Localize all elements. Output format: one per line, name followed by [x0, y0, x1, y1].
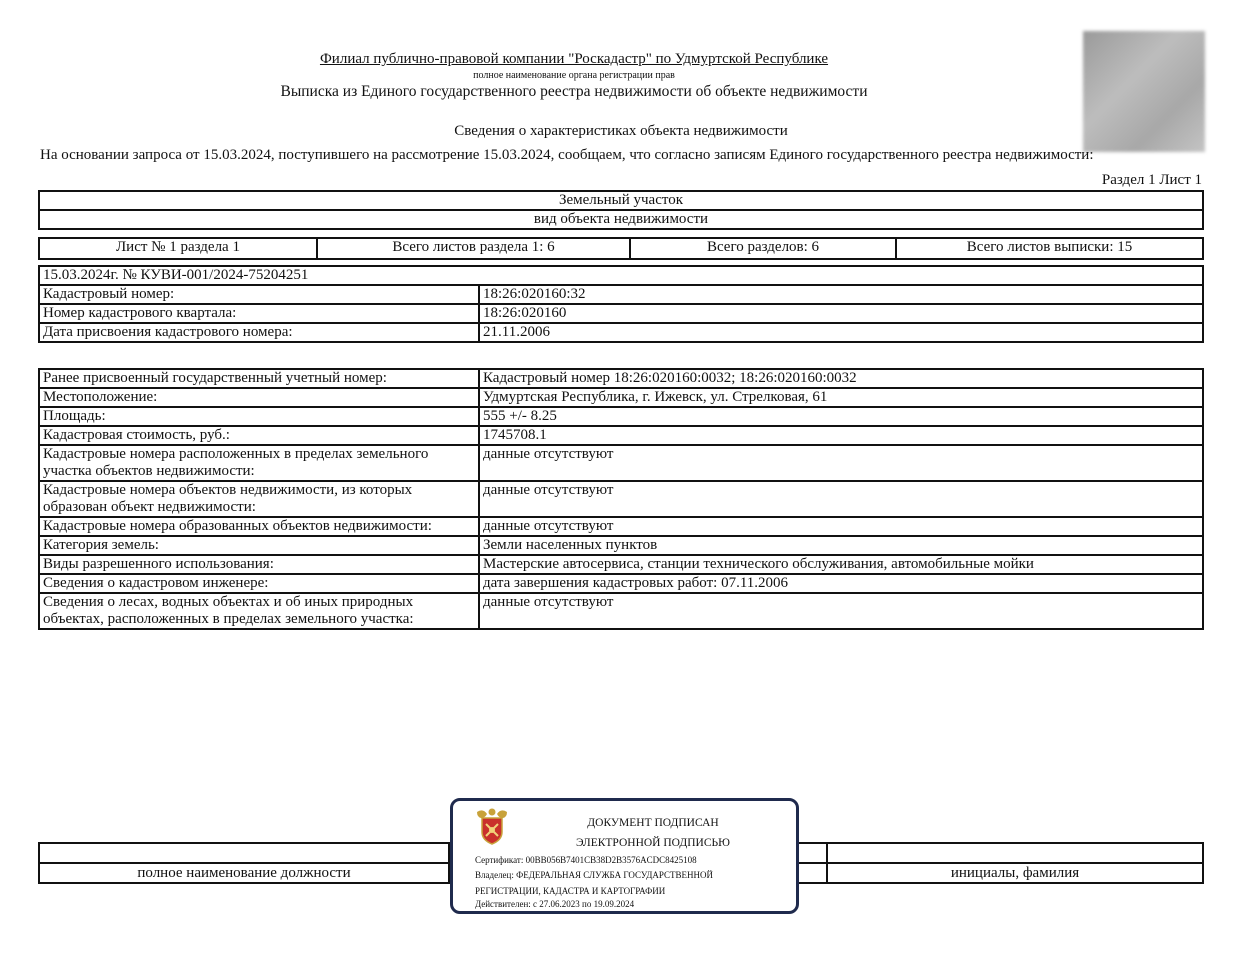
- request-basis-text: На основании запроса от 15.03.2024, поступившего на рассмотрение 15.03.2024, сообщаем, что согласно записям Единого государственного реестра недвижимости:: [40, 147, 1094, 163]
- row-value: 555 +/- 8.25: [479, 407, 1203, 426]
- object-type-caption: вид объекта недвижимости: [39, 210, 1203, 229]
- row-label: Сведения о лесах, водных объектах и об иных природных объектах, расположенных в пределах земельного участка:: [39, 593, 479, 629]
- table-row: [39, 555, 1203, 574]
- position-caption: полное наименование должности: [39, 863, 449, 883]
- table-row: [39, 536, 1203, 555]
- row-value: данные отсутствуют: [479, 517, 1203, 536]
- row-label: Местоположение:: [39, 388, 479, 407]
- row-value: Удмуртская Республика, г. Ижевск, ул. Стрелковая, 61: [479, 388, 1203, 407]
- object-type: Земельный участок: [39, 191, 1203, 210]
- stamp-certificate: Сертификат: 00BB056B7401CB38D2B3576ACDC8425108: [475, 855, 697, 865]
- table-row: [39, 517, 1203, 536]
- row-value: 18:26:020160:32: [479, 285, 1203, 304]
- section-title: Сведения о характеристиках объекта недвижимости: [454, 123, 788, 139]
- row-label: Кадастровые номера расположенных в пределах земельного участка объектов недвижимости:: [39, 445, 479, 481]
- object-type-table: [38, 190, 1204, 230]
- row-value: дата завершения кадастровых работ: 07.11.2006: [479, 574, 1203, 593]
- row-value: 21.11.2006: [479, 323, 1203, 342]
- coat-of-arms-icon: [473, 806, 511, 846]
- table-row: [39, 593, 1203, 629]
- table-row: [39, 445, 1203, 481]
- table-row: [39, 323, 1203, 342]
- row-label: Дата присвоения кадастрового номера:: [39, 323, 479, 342]
- details-table: [38, 368, 1204, 630]
- total-extract-sheets: Всего листов выписки: 15: [896, 238, 1203, 259]
- row-label: Сведения о кадастровом инженере:: [39, 574, 479, 593]
- row-label: Кадастровая стоимость, руб.:: [39, 426, 479, 445]
- table-row: [39, 407, 1203, 426]
- table-row: [39, 481, 1203, 517]
- row-value: Земли населенных пунктов: [479, 536, 1203, 555]
- registration-number: 15.03.2024г. № КУВИ-001/2024-75204251: [39, 266, 1203, 285]
- row-value: 1745708.1: [479, 426, 1203, 445]
- registration-table: [38, 265, 1204, 343]
- table-row: [39, 369, 1203, 388]
- table-row: [39, 574, 1203, 593]
- table-row: [39, 388, 1203, 407]
- row-label: Кадастровый номер:: [39, 285, 479, 304]
- stamp-owner: Владелец: ФЕДЕРАЛЬНАЯ СЛУЖБА ГОСУДАРСТВЕННОЙ: [475, 870, 714, 880]
- total-sections: Всего разделов: 6: [630, 238, 896, 259]
- table-row: [39, 304, 1203, 323]
- document-title: Выписка из Единого государственного реестра недвижимости об объекте недвижимости: [280, 83, 868, 100]
- row-label: Виды разрешенного использования:: [39, 555, 479, 574]
- row-value: 18:26:020160: [479, 304, 1203, 323]
- table-row: [39, 426, 1203, 445]
- row-value: данные отсутствуют: [479, 445, 1203, 481]
- stamp-title: ДОКУМЕНТ ПОДПИСАН: [587, 817, 719, 829]
- stamp-validity: Действителен: с 27.06.2023 по 19.09.2024: [475, 899, 635, 909]
- row-label: Кадастровые номера образованных объектов недвижимости:: [39, 517, 479, 536]
- row-value: данные отсутствуют: [479, 481, 1203, 517]
- section-sheet-label: Раздел 1 Лист 1: [1101, 172, 1202, 188]
- organization-name: Филиал публично-правовой компании "Роскадастр" по Удмуртской Республике: [319, 51, 829, 67]
- row-label: Номер кадастрового квартала:: [39, 304, 479, 323]
- table-row: [39, 285, 1203, 304]
- organization-caption: полное наименование органа регистрации прав: [473, 70, 675, 81]
- row-value: Кадастровый номер 18:26:020160:0032; 18:26:020160:0032: [479, 369, 1203, 388]
- row-label: Категория земель:: [39, 536, 479, 555]
- sheets-summary-table: [38, 237, 1204, 260]
- total-section-sheets: Всего листов раздела 1: 6: [317, 238, 630, 259]
- sheet-of-section: Лист № 1 раздела 1: [39, 238, 317, 259]
- name-caption: инициалы, фамилия: [827, 863, 1203, 883]
- stamp-owner-continued: РЕГИСТРАЦИИ, КАДАСТРА И КАРТОГРАФИИ: [475, 886, 666, 896]
- row-label: Ранее присвоенный государственный учетный номер:: [39, 369, 479, 388]
- row-value: Мастерские автосервиса, станции технического обслуживания, автомобильные мойки: [479, 555, 1203, 574]
- electronic-signature-stamp: [450, 798, 799, 914]
- row-label: Кадастровые номера объектов недвижимости, из которых образован объект недвижимости:: [39, 481, 479, 517]
- row-label: Площадь:: [39, 407, 479, 426]
- stamp-subtitle: ЭЛЕКТРОННОЙ ПОДПИСЬЮ: [576, 837, 730, 849]
- row-value: данные отсутствуют: [479, 593, 1203, 629]
